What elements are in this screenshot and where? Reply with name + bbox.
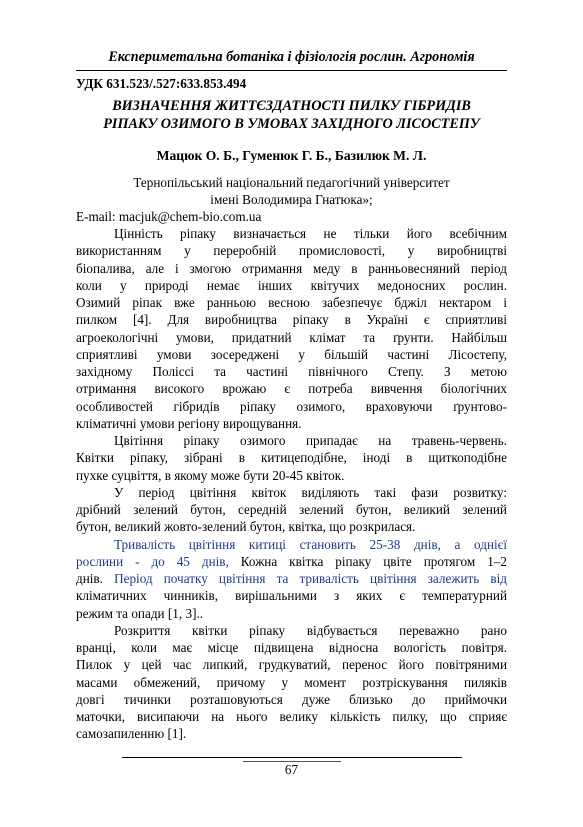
text-line: кліматичних чинників, вирішальними з яких є температурний (76, 588, 507, 604)
paragraph (76, 536, 507, 622)
email: E-mail: macjuk@chem-bio.com.ua (76, 209, 262, 224)
text-line: Квітки ріпаку, зібрані в китицеподібне, іноді в щиткоподібне (76, 450, 507, 466)
text-run: Кожна квітка ріпаку цвіте протягом 1–2 (228, 553, 507, 569)
text-line: агроекологічні умови, придатний клімат та ґрунти. Найбільш (76, 329, 507, 345)
header-rule (76, 70, 507, 71)
text-line (76, 553, 507, 570)
text-line: пилком [4]. Для виробництва ріпаку в Україні є сприятливі (76, 312, 507, 328)
text-line: довгі тичинки розташовуються дуже близько до приймочки (76, 691, 507, 707)
title-line: ВИЗНАЧЕННЯ ЖИТТЄЗДАТНОСТІ ПИЛКУ ГІБРИДІВ (112, 98, 471, 114)
text-line: особливостей гібридів ріпаку озимого, враховуючи ґрунтово- (76, 398, 507, 414)
text-line: вранці, коли має місце підвищена відносна вологість повітря. (76, 640, 507, 655)
text-line: дрібний зелений бутон, середній зелений бутон, великий зелений (76, 502, 507, 517)
authors: Мацюк О. Б., Гуменюк Г. Б., Базилюк М. Л. (156, 148, 427, 163)
text-line: кліматичні умови регіону вирощування. (76, 415, 302, 431)
text-line: Цінність ріпаку визначається не тільки його всебічним (114, 226, 507, 241)
paragraph (76, 484, 507, 536)
text-line: сприятливі умови зосереджені у більшій частині Лісостепу, (76, 346, 507, 362)
udk-code: УДК 631.523/.527:633.853.494 (76, 76, 247, 91)
text-line: використанням у переробній промисловості, у виробництві (76, 243, 507, 259)
paragraph (76, 622, 507, 743)
text-line: самозапиленню [1]. (76, 726, 187, 742)
article-body (76, 225, 507, 743)
text-line: масами обмежений, причому у момент розтріскування пиляків (76, 674, 507, 690)
text-line: Озимий ріпак вже ранньою весною забезпечує бджіл нектаром і (76, 295, 507, 310)
paragraph (76, 225, 507, 432)
text-line: пухке суцвіття, в якому може бути 20-45 квіток. (76, 467, 345, 483)
text-line: бутон, великий жовто-зелений бутон, квітка, що розкрилася. (76, 519, 416, 535)
text-line: Пилок у цей час липкий, грудкуватий, перенос його повітряними (76, 657, 507, 673)
text-line: біопалива, але і змогою отримання меду в ранньовесняний період (76, 260, 507, 276)
text-line (76, 570, 507, 587)
text-line: режим та опади [1, 3].. (76, 605, 204, 621)
text-line: коли у природі немає інших квітучих медоносних рослин. (76, 277, 507, 293)
text-line: маточки, висипаючи на нього велику кількість пилку, що сприяє (76, 709, 507, 724)
title-line: РІПАКУ ОЗИМОГО В УМОВАХ ЗАХІДНОГО ЛІСОСТЕПУ (103, 116, 480, 132)
highlighted-text: Тривалість цвітіння китиці становить 25-38 днів, а однієї (114, 536, 507, 552)
text-line: західному Поліссі та частині північного Степу. З метою (76, 364, 507, 379)
text-line: У період цвітіння квіток виділяють такі фази розвитку: (114, 484, 507, 500)
footer-rule (122, 757, 462, 758)
affiliation-line: імені Володимира Гнатюка»; (210, 192, 373, 207)
text-line (76, 536, 507, 553)
affiliation (76, 174, 507, 208)
affiliation-line: Тернопільський національний педагогічний університет (133, 175, 450, 190)
text-line: отримання високого врожаю є потреба вивчення біологічних (76, 381, 507, 397)
highlighted-text: Період початку цвітіння та тривалість цвітіння залежить від (114, 571, 507, 586)
text-run: днів. (76, 571, 115, 586)
text-line: Цвітіння ріпаку озимого припадає на травень-червень. (114, 433, 507, 448)
page-number: 67 (284, 762, 299, 777)
highlighted-text: рослини - до 45 днів, (76, 553, 229, 569)
text-line: Розкриття квітки ріпаку відбувається переважно рано (114, 622, 507, 638)
article-title (76, 97, 507, 133)
running-header: Експериметальна ботаніка і фізіологія рослин. Агрономія (108, 49, 475, 65)
paragraph (76, 432, 507, 484)
